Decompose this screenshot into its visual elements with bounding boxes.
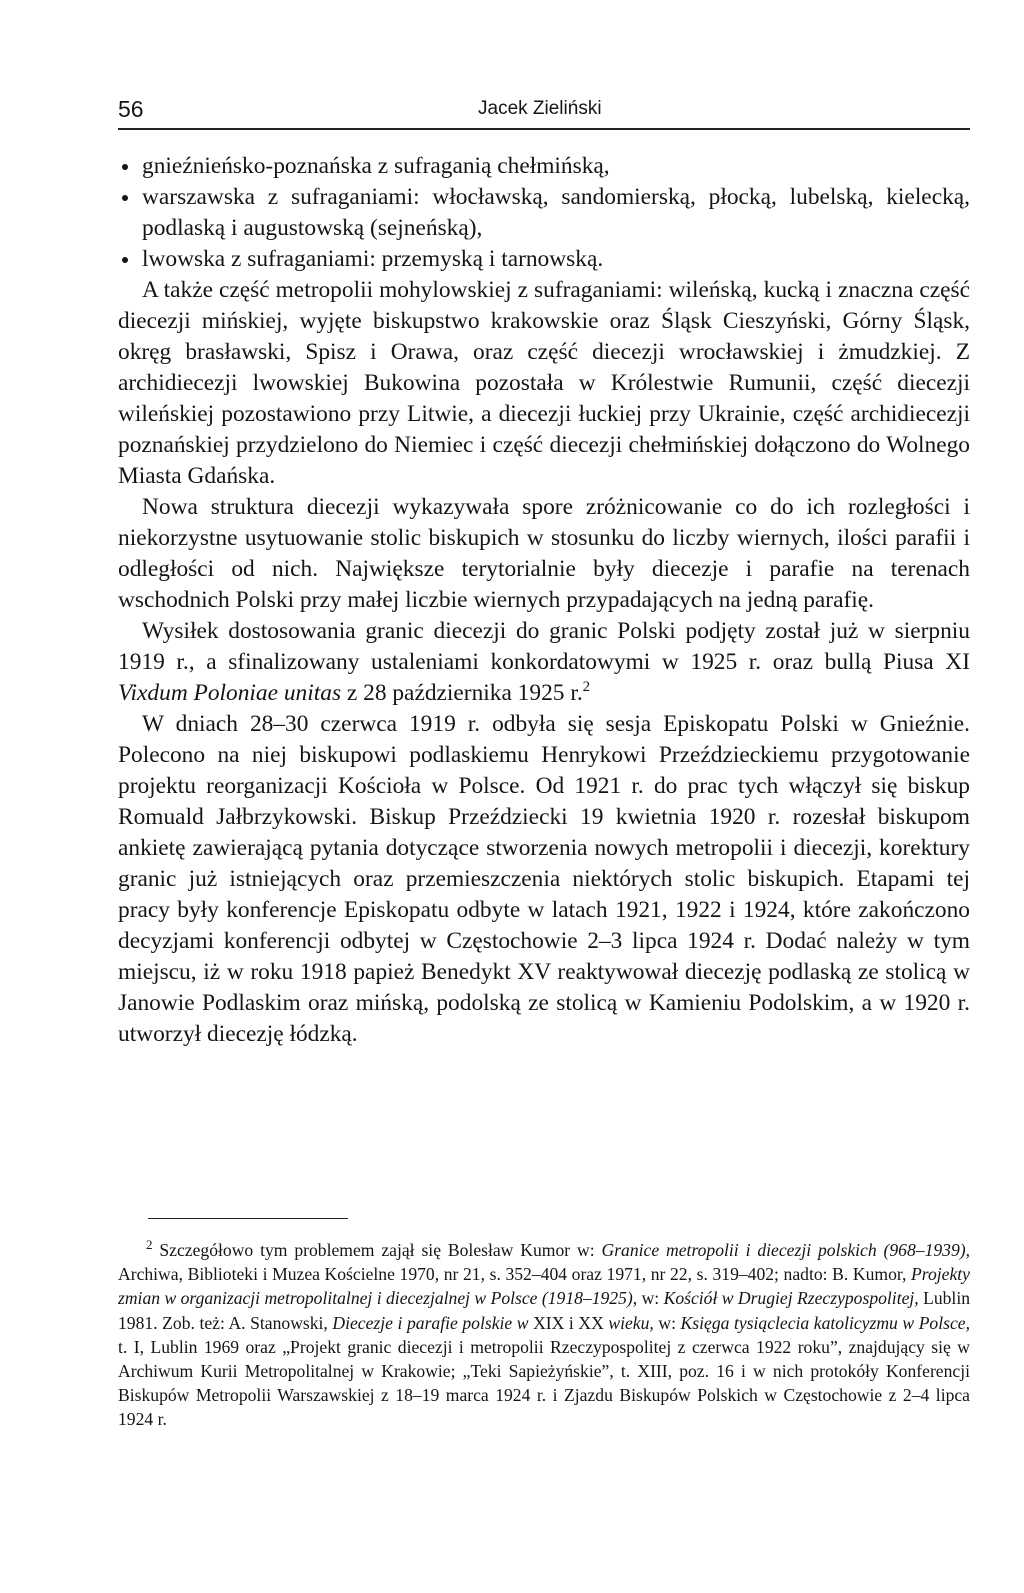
footnote-title: Granice metropolii i diecezji polskich (968–1939), [601,1240,971,1260]
footnote-title: wieku, [608,1312,654,1333]
footnote-text: Archiwa, Biblioteki i Muzea Kościelne 1970, nr 21, s. 352–404 oraz 1971, nr 22, s. 319–402; nadto: B. Kumor, [118,1264,912,1285]
paragraph: A także część metropolii mohylowskiej z sufraganiami: wileńską, kucką i znaczna część diecezji mińskiej, wyjęte biskupstwo krakowskie oraz Śląsk Cieszyński, Górny Śląsk, okręg brasławski, Spisz i Orawa, oraz część diecezji wrocławskiej i żmudzkiej. Z archidiecezji lwowskiej Bukowina pozostała w Królestwie Rumunii, część diecezji wileńskiej pozostawiono przy Litwie, a diecezji łuckiej przy Ukrainie, część archidiecezji poznańskiej przydzielono do Niemiec i część diecezji chełmińskiej dołączono do Wolnego Miasta Gdańska. [118,277,970,489]
bull-title: Vixdum Poloniae unitas [118,680,342,706]
running-head: Jacek Zieliński [478,98,602,119]
bullet-item: warszawska z sufraganiami: włocławską, sandomierską, płocką, lubelską, kielecką, podlaską i augustowską (sejneńską), [118,182,970,244]
footnote-text: w: [637,1288,664,1309]
body-text [118,151,970,1050]
page [118,96,970,1050]
paragraph: W dniach 28–30 czerwca 1919 r. odbyła się sesja Episkopatu Polski w Gnieźnie. Polecono na niej biskupowi podlaskiemu Henrykowi Przeździeckiemu przygotowanie projektu reorganizacji Kościoła w Polsce. Od 1921 r. do prac tych włączył się biskup Romuald Jałbrzykowski. Biskup Przeździecki 19 kwietnia 1920 r. rozesłał biskupom ankietę zawierającą pytania dotyczące stworzenia nowych metropolii i diecezji, korektury granic już istniejących oraz przemieszczenia niektórych stolic biskupich. Etapami tej pracy były konferencje Episkopatu odbyte w latach 1921, 1922 i 1924, które zakończono decyzjami konferencji odbytej w Częstochowie 2–3 lipca 1924 r. Dodać należy w tym miejscu, iż w roku 1918 papież Benedykt XV reaktywował diecezję podlaską ze stolicą w Janowie Podlaskim oraz mińską, podolską ze stolicą w Kamieniu Podolskim, a w 1920 r. utworzył diecezję łódzką. [118,711,970,1047]
footnote [118,1238,970,1432]
footnote-number: 2 [146,1237,153,1253]
page-number: 56 [118,96,144,122]
footnote-title: Projekty zmian w organizacji metropolitalnej i diecezjalnej w Polsce (1918–1925), [118,1264,970,1309]
paragraph [118,616,970,709]
footnote-text: t. I, Lublin 1969 oraz „Projekt granic diecezji i metropolii Rzeczypospolitej z czerwca 1922 roku”, znajdujący się w Archiwum Kurii Metropolitalnej w Krakowie; „Teki Sapieżyńskie”, t. XIII, poz. 16 i w nich protokóły Konferencji Biskupów Metropolii Warszawskiej z 18–19 marca 1924 r. i Zjazdu Biskupów Polskich w Częstochowie z 2–4 lipca 1924 r. [118,1336,970,1430]
bullet-item: gnieźnieńsko-poznańska z sufraganią chełmińską, [118,151,970,182]
footnote-text: w: [653,1312,681,1333]
footnote-title: Księga tysiąclecia katolicyzmu w Polsce, [680,1312,970,1333]
footnote-title: Kościół w Drugiej Rzeczypospolitej, [663,1288,919,1309]
page-header [118,96,970,130]
paragraph: Nowa struktura diecezji wykazywała spore zróżnicowanie co do ich rozległości i niekorzystne usytuowanie stolic biskupich w stosunku do liczby wiernych, ilości parafii i odległości od nich. Największe terytorialnie były diecezje i parafie na terenach wschodnich Polski przy małej liczbie wiernych przypadających na jedną parafię. [118,494,970,613]
footnote-text: Lublin 1981. Zob. też: A. Stanowski, [118,1288,971,1333]
footnote-title: Diecezje i parafie polskie w [332,1312,529,1333]
footnote-text: Szczegółowo tym problemem zajął się Bolesław Kumor w: [152,1240,602,1260]
bullet-list [118,151,970,275]
bullet-item: lwowska z sufraganiami: przemyską i tarnowską. [118,244,970,275]
footnote-reference: 2 [582,679,591,696]
footnote-text: XIX i XX [528,1312,609,1333]
paragraph-text: Wysiłek dostosowania granic diecezji do granic Polski podjęty został już w sierpniu 1919 r., a sfinalizowany ustaleniami konkordatowymi w 1925 r. oraz bullą Piusa XI [118,618,970,675]
paragraph-text: z 28 października 1925 r. [341,680,583,706]
footnote-divider [148,1218,348,1219]
